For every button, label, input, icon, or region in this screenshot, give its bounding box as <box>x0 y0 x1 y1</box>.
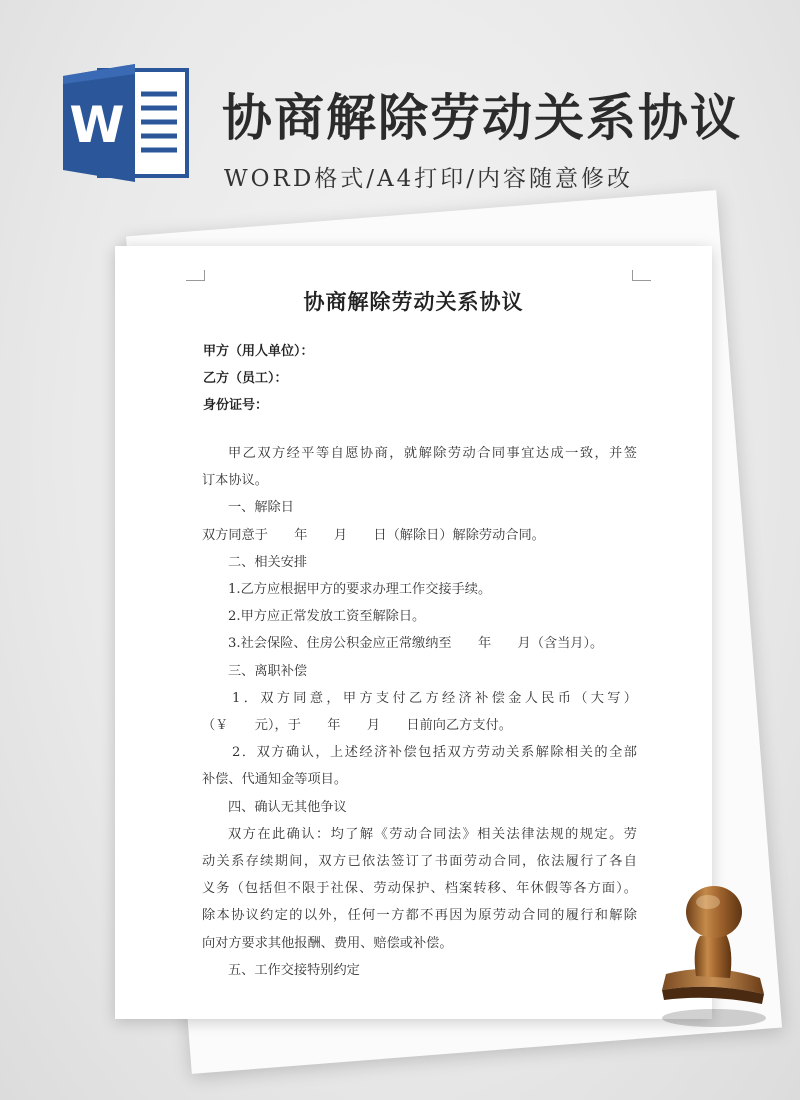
list-item: 2．双方确认，上述经济补偿包括双方劳动关系解除相关的全部 <box>232 745 637 761</box>
word-logo-letter: W <box>69 96 125 154</box>
banner <box>0 0 800 210</box>
paragraph: 订本协议。 <box>202 473 268 489</box>
paragraph: 向对方要求其他报酬、费用、赔偿或补偿。 <box>202 935 453 951</box>
list-item: 1.乙方应根据甲方的要求办理工作交接手续。 <box>228 582 492 598</box>
paragraph: （￥ 元），于 年 月 日前向乙方支付。 <box>202 718 512 734</box>
word-logo-icon <box>63 62 191 184</box>
list-item: 3.社会保险、住房公积金应正常缴纳至 年 月（含当月）。 <box>228 636 604 652</box>
paragraph: 甲乙双方经平等自愿协商，就解除劳动合同事宜达成一致，并签 <box>228 446 637 461</box>
list-item: 2.甲方应正常发放工资至解除日。 <box>228 609 426 625</box>
paragraph: 双方在此确认：均了解《劳动合同法》相关法律法规的规定。劳 <box>228 826 637 842</box>
document-page <box>115 246 712 1019</box>
paragraph: 补偿、代通知金等项目。 <box>202 772 348 788</box>
paragraph: 动关系存续期间，双方已依法签订了书面劳动合同，依法履行了各自 <box>202 854 637 870</box>
paragraph: 双方同意于 年 月 日（解除日）解除劳动合同。 <box>202 527 545 543</box>
crop-mark-top-right <box>632 270 651 281</box>
banner-title: 协商解除劳动关系协议 <box>222 89 742 147</box>
document-title: 协商解除劳动关系协议 <box>303 289 524 314</box>
party-fields <box>203 338 314 419</box>
section-heading: 二、相关安排 <box>228 554 308 570</box>
party-b-label: 乙方（员工）： <box>203 371 288 386</box>
list-item: 1．双方同意，甲方支付乙方经济补偿金人民币（大写） <box>232 690 637 706</box>
party-a-label: 甲方（用人单位）： <box>203 344 314 359</box>
section-heading: 四、确认无其他争议 <box>228 799 347 815</box>
section-heading: 三、离职补偿 <box>228 663 308 679</box>
paragraph: 除本协议约定的以外，任何一方都不再因为原劳动合同的履行和解除 <box>202 908 637 924</box>
crop-mark-top-left <box>186 270 205 281</box>
paragraph: 义务（包括但不限于社保、劳动保护、档案转移、年休假等各方面）。 <box>202 881 637 897</box>
banner-subtitle: WORD格式/A4打印/内容随意修改 <box>224 166 633 192</box>
section-heading: 五、工作交接特别约定 <box>228 962 360 978</box>
section-heading: 一、解除日 <box>228 500 294 516</box>
document-body <box>202 440 637 984</box>
rubber-stamp-icon <box>652 878 772 1028</box>
id-number-label: 身份证号： <box>203 398 269 413</box>
